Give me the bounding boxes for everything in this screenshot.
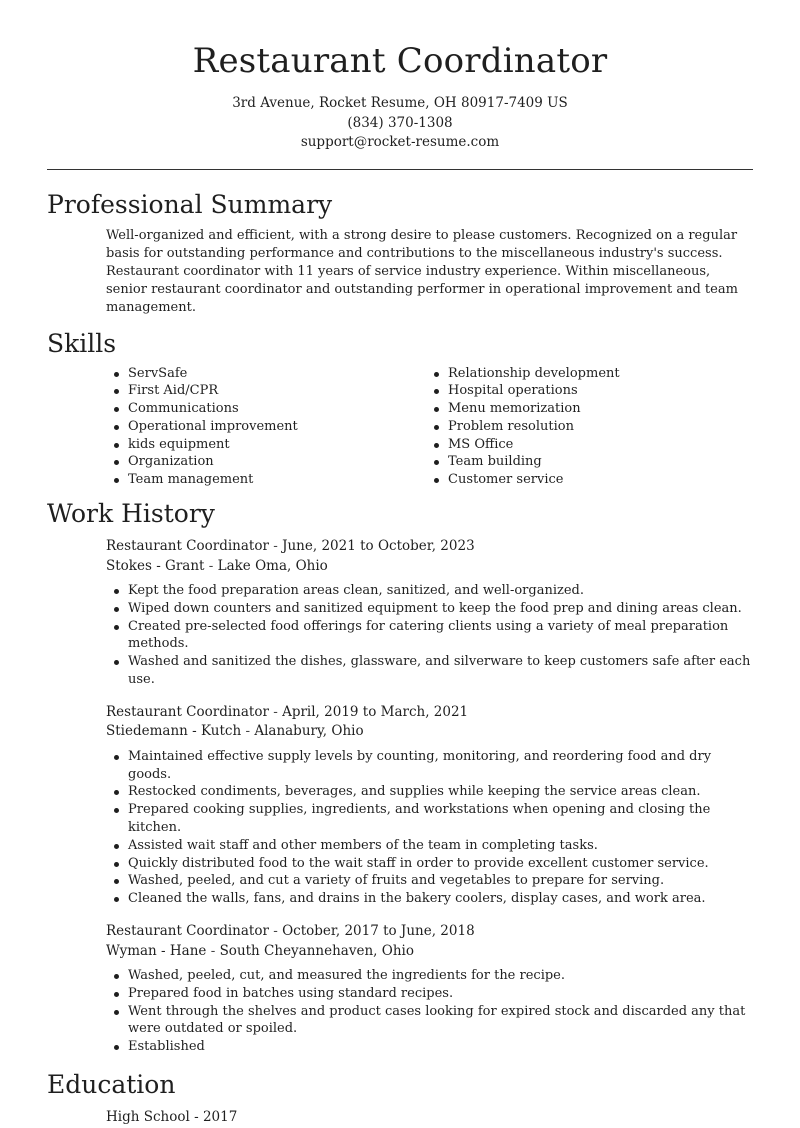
skill-item: ServSafe [106,365,426,383]
skills-section [47,329,753,490]
job-role: Restaurant Coordinator [106,703,269,720]
job-dates: June, 2021 to October, 2023 [282,538,475,555]
skill-item: Team building [426,453,746,471]
job-company: Wyman - Hane [106,942,207,959]
job-company-line: Wyman - Hane - South Cheyannehaven, Ohio [106,942,414,959]
contact-block [0,94,800,153]
job-location: South Cheyannehaven, Ohio [219,942,414,959]
email: support@rocket-resume.com [300,134,500,150]
skill-item: First Aid/CPR [106,382,426,400]
job-role: Restaurant Coordinator [106,923,269,940]
candidate-title: Restaurant Coordinator [192,41,608,81]
duty-item: Restocked condiments, beverages, and supplies while keeping the service areas clean. [106,783,753,801]
skill-item: Hospital operations [426,382,746,400]
duty-item: Maintained effective supply levels by counting, monitoring, and reordering food and dry goods. [106,748,753,784]
header-divider [47,169,753,170]
job-role-line: Restaurant Coordinator - October, 2017 to June, 2018 [106,923,475,940]
skill-item: Communications [106,400,426,418]
job-location: Lake Oma, Ohio [217,557,328,574]
duty-item: Assisted wait staff and other members of the team in completing tasks. [106,837,753,855]
duty-item: Cleaned the walls, fans, and drains in the bakery coolers, display cases, and work area. [106,890,753,908]
summary-section [47,190,753,317]
duty-item: Kept the food preparation areas clean, sanitized, and well-organized. [106,582,753,600]
skills-column-left [106,365,426,490]
job-dates: October, 2017 to June, 2018 [282,923,475,940]
summary-text: Well-organized and efficient, with a strong desire to please customers. Recognized on a regular basis for outstanding performance and contributions to the miscellaneous industry's success. Restaurant coordinator with 11 years of service industry experience. Within miscellaneous, senior restaurant coordinator and outstanding performer in operational improvement and team management. [106,227,738,315]
work-history-heading: Work History [47,499,215,529]
education-heading: Education [47,1070,176,1100]
phone: (834) 370-1308 [347,114,453,131]
duty-item: Washed and sanitized the dishes, glassware, and silverware to keep customers safe after each use. [106,653,753,689]
duty-item: Washed, peeled, and cut a variety of fruits and vegetables to prepare for serving. [106,872,753,890]
job-entry [106,922,753,1056]
duty-item: Wiped down counters and sanitized equipment to keep the food prep and dining areas clean. [106,600,753,618]
work-history-section [47,499,753,1056]
job-company-line: Stiedemann - Kutch - Alanabury, Ohio [106,723,364,740]
address: 3rd Avenue, Rocket Resume, OH 80917-7409 US [232,95,568,111]
job-company-line: Stokes - Grant - Lake Oma, Ohio [106,557,328,574]
skill-item: Menu memorization [426,400,746,418]
job-entry [106,537,753,689]
education-section [47,1070,753,1128]
job-dates: April, 2019 to March, 2021 [282,703,469,720]
skill-item: Relationship development [426,365,746,383]
job-location: Alanabury, Ohio [254,723,364,740]
skill-item: Customer service [426,471,746,489]
summary-heading: Professional Summary [47,189,333,219]
skills-heading: Skills [47,328,117,358]
job-role: Restaurant Coordinator [106,538,269,555]
job-duties [106,582,753,689]
skill-item: MS Office [426,436,746,454]
duty-item: Went through the shelves and product cases looking for expired stock and discarded any that were outdated or spoiled. [106,1003,753,1039]
duty-item: Created pre-selected food offerings for catering clients using a variety of meal preparation methods. [106,618,753,654]
skill-item: Problem resolution [426,418,746,436]
education-entry: High School - 2017 [106,1109,238,1126]
resume-header [0,0,800,153]
job-duties [106,967,753,1056]
skill-item: Operational improvement [106,418,426,436]
duty-item: Prepared cooking supplies, ingredients, and workstations when opening and closing the kitchen. [106,801,753,837]
duty-item: Quickly distributed food to the wait staff in order to provide excellent customer service. [106,855,753,873]
job-company: Stokes - Grant [106,557,205,574]
skill-item: Team management [106,471,426,489]
duty-item: Prepared food in batches using standard recipes. [106,985,753,1003]
job-duties [106,748,753,908]
job-company: Stiedemann - Kutch [106,723,242,740]
job-entry [106,703,753,908]
duty-item: Established [106,1038,753,1056]
duty-item: Washed, peeled, cut, and measured the ingredients for the recipe. [106,967,753,985]
skill-item: Organization [106,453,426,471]
job-role-line: Restaurant Coordinator - June, 2021 to October, 2023 [106,538,475,555]
skills-grid [106,365,753,490]
skills-column-right [426,365,746,490]
skill-item: kids equipment [106,436,426,454]
job-role-line: Restaurant Coordinator - April, 2019 to March, 2021 [106,703,469,720]
